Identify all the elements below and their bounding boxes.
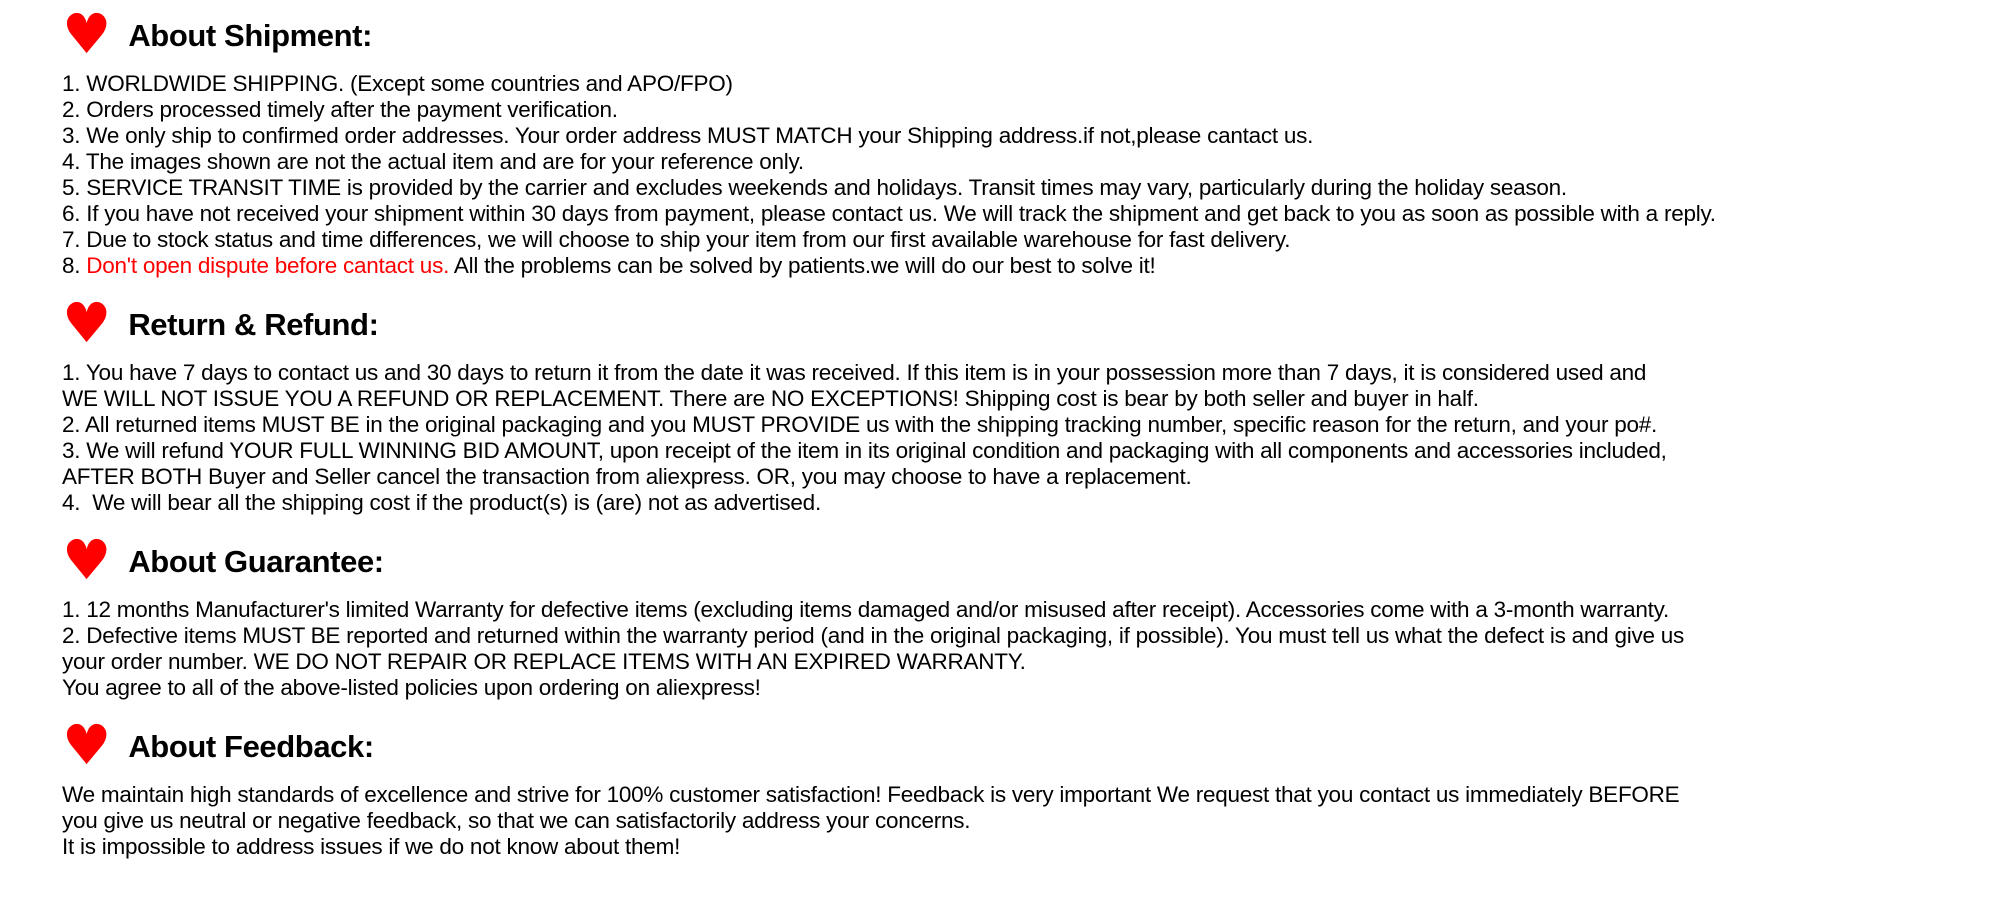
policy-line: 3. We will refund YOUR FULL WINNING BID AMOUNT, upon receipt of the item in its original condition and packaging with all components and accessories included, [62, 438, 1667, 463]
policy-line: WE WILL NOT ISSUE YOU A REFUND OR REPLACEMENT. There are NO EXCEPTIONS! Shipping cost is bear by both seller and buyer in half. [62, 386, 1479, 411]
heart-icon: ♥ [62, 2, 112, 66]
section-title: Return & Refund: [128, 307, 379, 342]
policy-line: 6. If you have not received your shipment within 30 days from payment, please contact us. We will track the shipment and get back to you as soon as possible with a reply. [62, 201, 1716, 226]
section-body [62, 597, 1960, 701]
policy-line: You agree to all of the above-listed policies upon ordering on aliexpress! [62, 675, 761, 700]
section-heading [62, 528, 1960, 592]
heart-icon: ♥ [62, 528, 112, 592]
section-about-guarantee [62, 528, 1960, 701]
heart-icon: ♥ [62, 713, 112, 777]
section-heading [62, 2, 1960, 66]
section-body [62, 782, 1960, 860]
policy-line: 1. You have 7 days to contact us and 30 days to return it from the date it was received. If this item is in your possession more than 7 days, it is considered used and [62, 360, 1647, 385]
warning-text: Don't open dispute before cantact us. [86, 253, 450, 278]
policy-line: 3. We only ship to confirmed order addresses. Your order address MUST MATCH your Shipping address.if not,please cantact us. [62, 123, 1314, 148]
policy-line: 2. Defective items MUST BE reported and returned within the warranty period (and in the original packaging, if possible). You must tell us what the defect is and give us [62, 623, 1684, 648]
policy-line: 2. Orders processed timely after the payment verification. [62, 97, 618, 122]
section-body [62, 360, 1960, 516]
policy-line: We maintain high standards of excellence and strive for 100% customer satisfaction! Feedback is very important We request that you contact us immediately BEFORE [62, 782, 1680, 807]
policy-line: 7. Due to stock status and time differences, we will choose to ship your item from our first available warehouse for fast delivery. [62, 227, 1291, 252]
policy-line: your order number. WE DO NOT REPAIR OR REPLACE ITEMS WITH AN EXPIRED WARRANTY. [62, 649, 1026, 674]
section-title: About Guarantee: [128, 544, 384, 579]
section-about-shipment [62, 2, 1960, 279]
policy-line: 1. WORLDWIDE SHIPPING. (Except some countries and APO/FPO) [62, 71, 733, 96]
section-heading [62, 713, 1960, 777]
policy-line: 5. SERVICE TRANSIT TIME is provided by the carrier and excludes weekends and holidays. Transit times may vary, particularly during the holiday season. [62, 175, 1567, 200]
section-title: About Shipment: [128, 18, 372, 53]
policy-line: 1. 12 months Manufacturer's limited Warranty for defective items (excluding items damaged and/or misused after receipt). Accessories come with a 3-month warranty. [62, 597, 1669, 622]
policy-line: 4. We will bear all the shipping cost if the product(s) is (are) not as advertised. [62, 490, 821, 515]
policy-line: AFTER BOTH Buyer and Seller cancel the transaction from aliexpress. OR, you may choose to have a replacement. [62, 464, 1192, 489]
policy-line-warning [62, 253, 1960, 279]
policy-line: 4. The images shown are not the actual item and are for your reference only. [62, 149, 804, 174]
warning-prefix: 8. [62, 253, 87, 278]
section-title: About Feedback: [128, 729, 374, 764]
section-about-feedback [62, 713, 1960, 860]
warning-rest: All the problems can be solved by patients.we will do our best to solve it! [449, 253, 1156, 278]
policy-line: It is impossible to address issues if we do not know about them! [62, 834, 681, 859]
section-body [62, 71, 1960, 279]
policy-line: you give us neutral or negative feedback, so that we can satisfactorily address your concerns. [62, 808, 971, 833]
section-heading [62, 291, 1960, 355]
policy-line: 2. All returned items MUST BE in the original packaging and you MUST PROVIDE us with the shipping tracking number, specific reason for the return, and your po#. [62, 412, 1657, 437]
section-return-refund [62, 291, 1960, 516]
heart-icon: ♥ [62, 291, 112, 355]
